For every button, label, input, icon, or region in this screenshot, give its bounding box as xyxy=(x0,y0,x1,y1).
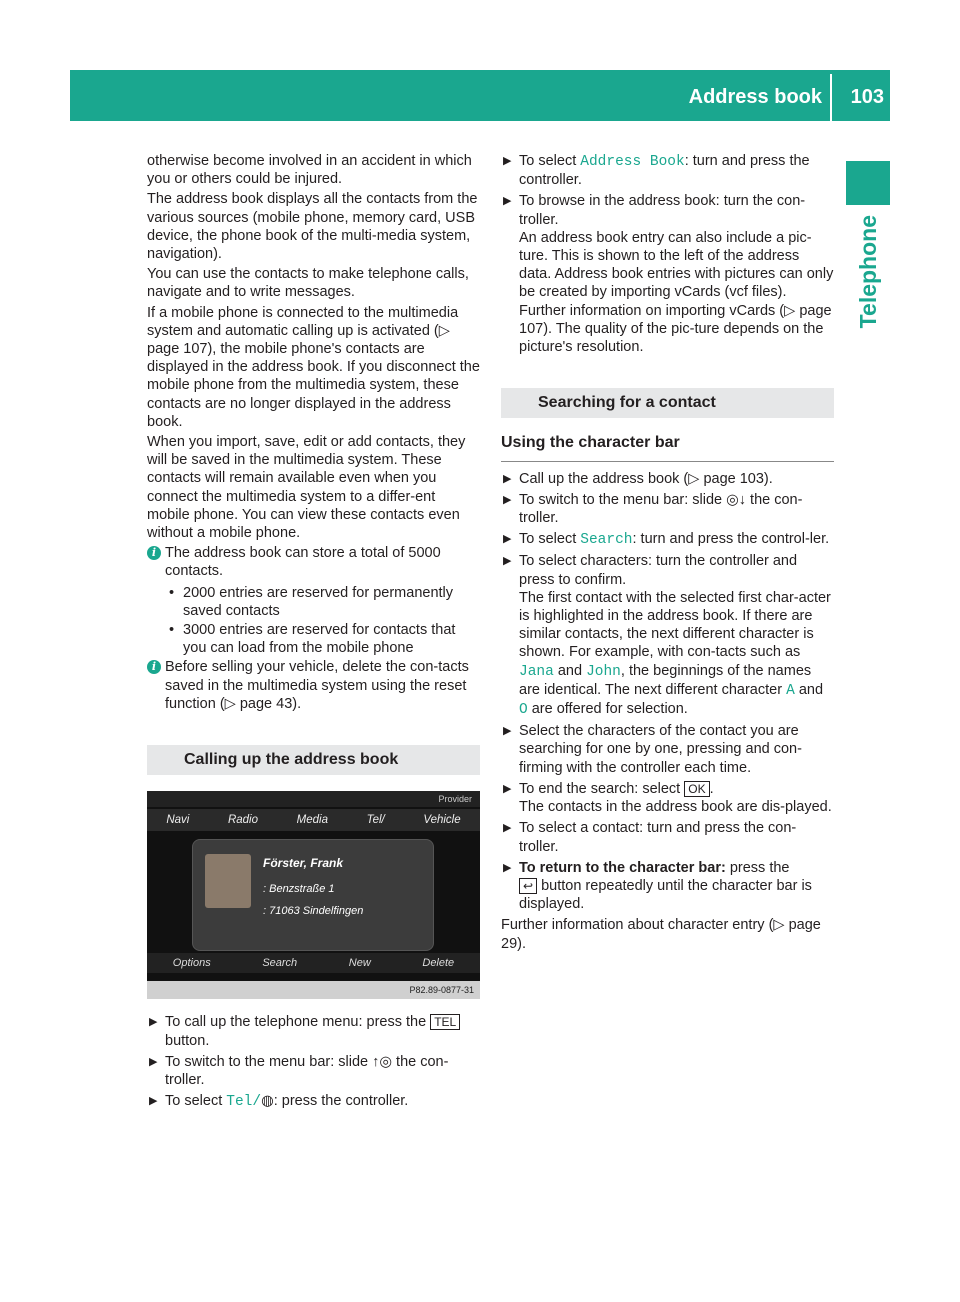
arrow-icon: ▶ xyxy=(149,1016,158,1029)
step: ▶ To select a contact: turn and press the con-troller. xyxy=(503,820,797,855)
step: ▶ To select Address Book: turn and press the controller. xyxy=(503,153,810,189)
step: ▶ To select characters: turn the controller and press to confirm. The first contact with the selected first char-acter is highlighted in the address book. If there are similar contacts, the next different character is shown. For example, with con-tacts such as Jana and John, the beginnings of the names are identical. The next different character A and O are offered for selection. xyxy=(503,553,831,719)
step: ▶ Call up the address book (▷ page 103). xyxy=(503,470,773,487)
arrow-icon: ▶ xyxy=(503,861,512,874)
arrow-icon: ▶ xyxy=(503,725,512,738)
contact-name: Förster, Frank xyxy=(263,856,344,871)
ok-key: OK xyxy=(684,781,709,797)
left-column xyxy=(147,152,480,1114)
info-icon: i xyxy=(147,660,161,674)
step: ▶ To select Search: turn and press the control-ler. xyxy=(503,531,830,549)
figure-ref: P82.89-0877-31 xyxy=(147,981,480,999)
paragraph: You can use the contacts to make telephone calls, navigate and to write messages. xyxy=(147,266,469,301)
back-key: ↩ xyxy=(519,878,537,894)
page-ref-icon: ▷ xyxy=(224,695,236,712)
subheading: Using the character bar xyxy=(501,434,834,461)
globe-icon: ◍ xyxy=(261,1093,274,1110)
step: ▶ To call up the telephone menu: press the TEL button. xyxy=(147,1013,480,1049)
step: ▶ To switch to the menu bar: slide ◎↓ the con-troller. xyxy=(503,491,803,527)
info-icon: i xyxy=(147,546,161,560)
info-note: i Before selling your vehicle, delete the con-tacts saved in the multimedia system using the reset function (▷ page 43). xyxy=(147,658,480,713)
info-note: i The address book can store a total of 5000 contacts. xyxy=(147,544,480,580)
paragraph: If a mobile phone is connected to the multimedia system and automatic calling up is activated (▷ page 107), the mobile phone's contacts are displayed in the address book. If you disconnect the mobile phone from the multimedia system, these contacts are no longer displayed in the address book. xyxy=(147,304,480,430)
arrow-icon: ▶ xyxy=(503,472,512,485)
paragraph: When you import, save, edit or add contacts, they will be saved in the multimedia system. These contacts will remain available even when you connect the multimedia system to a differ-ent mobile phone. You can view these contacts even without a mobile phone. xyxy=(147,434,466,542)
chapter-tab xyxy=(846,161,890,205)
arrow-icon: ▶ xyxy=(149,1055,158,1068)
arrow-icon: ▶ xyxy=(503,555,512,568)
list-item: • 2000 entries are reserved for permanently saved contacts xyxy=(169,584,454,619)
paragraph: otherwise become involved in an accident in which you or others could be injured. xyxy=(147,153,472,188)
header-divider xyxy=(830,74,832,121)
arrow-icon: ▶ xyxy=(503,493,512,506)
list-item: • 3000 entries are reserved for contacts that you can load from the mobile phone xyxy=(169,622,456,657)
paragraph: The address book displays all the contacts from the various sources (mobile phone, memory card, USB device, the phone book of the multi-media system, navigation). xyxy=(147,191,478,263)
paragraph: Further information about character entry (▷ page 29). xyxy=(501,917,821,952)
contact-city: : 71063 Sindelfingen xyxy=(263,905,364,918)
section-title: Address book xyxy=(688,86,822,108)
contact-street: : Benzstraße 1 xyxy=(263,883,335,896)
page-ref-icon: ▷ xyxy=(784,302,796,319)
contact-photo xyxy=(205,854,251,908)
arrow-icon: ▶ xyxy=(503,155,512,167)
screen-illustration xyxy=(147,791,480,999)
step: ▶ To end the search: select OK . The contacts in the address book are dis-played. xyxy=(503,780,832,816)
chapter-label: Telephone xyxy=(854,215,881,329)
step: ▶ To return to the character bar: press the ↩ button repeatedly until the character bar is displayed. xyxy=(503,859,812,913)
status-bar: Provider xyxy=(147,791,480,807)
page-ref-icon: ▷ xyxy=(438,322,450,339)
page-number: 103 xyxy=(850,86,884,108)
contact-card xyxy=(192,839,434,951)
arrow-icon: ▶ xyxy=(503,822,512,835)
arrow-icon: ▶ xyxy=(503,533,512,546)
page-ref-icon: ▷ xyxy=(688,470,700,487)
step: ▶ To browse in the address book: turn the con-troller. An address book entry can also include a pic-ture. This is shown to the left of the address data. Address book entries with pictures can only be created by importing vCards (vcf files). Further information on importing vCards (▷ page 107). The quality of the pic-ture depends on the picture's resolution. xyxy=(503,193,834,356)
tel-key: TEL xyxy=(430,1014,460,1030)
section-heading: Calling up the address book xyxy=(147,745,480,775)
page-header xyxy=(70,70,890,121)
step: ▶ Select the characters of the contact you are searching for one by one, pressing and con-firming with the controller each time. xyxy=(503,723,802,776)
bottom-menu: Options Search New Delete xyxy=(147,953,480,973)
right-column xyxy=(501,152,834,955)
step: ▶ To select Tel/◍: press the controller. xyxy=(149,1093,409,1111)
arrow-icon: ▶ xyxy=(149,1095,158,1108)
arrow-icon: ▶ xyxy=(503,195,512,208)
arrow-icon: ▶ xyxy=(503,782,512,795)
main-menu: Navi Radio Media Tel/ Vehicle xyxy=(147,809,480,831)
step: ▶ To switch to the menu bar: slide ↑◎ the con-troller. xyxy=(149,1053,449,1088)
section-heading: Searching for a contact xyxy=(501,388,834,418)
page-ref-icon: ▷ xyxy=(773,917,785,934)
